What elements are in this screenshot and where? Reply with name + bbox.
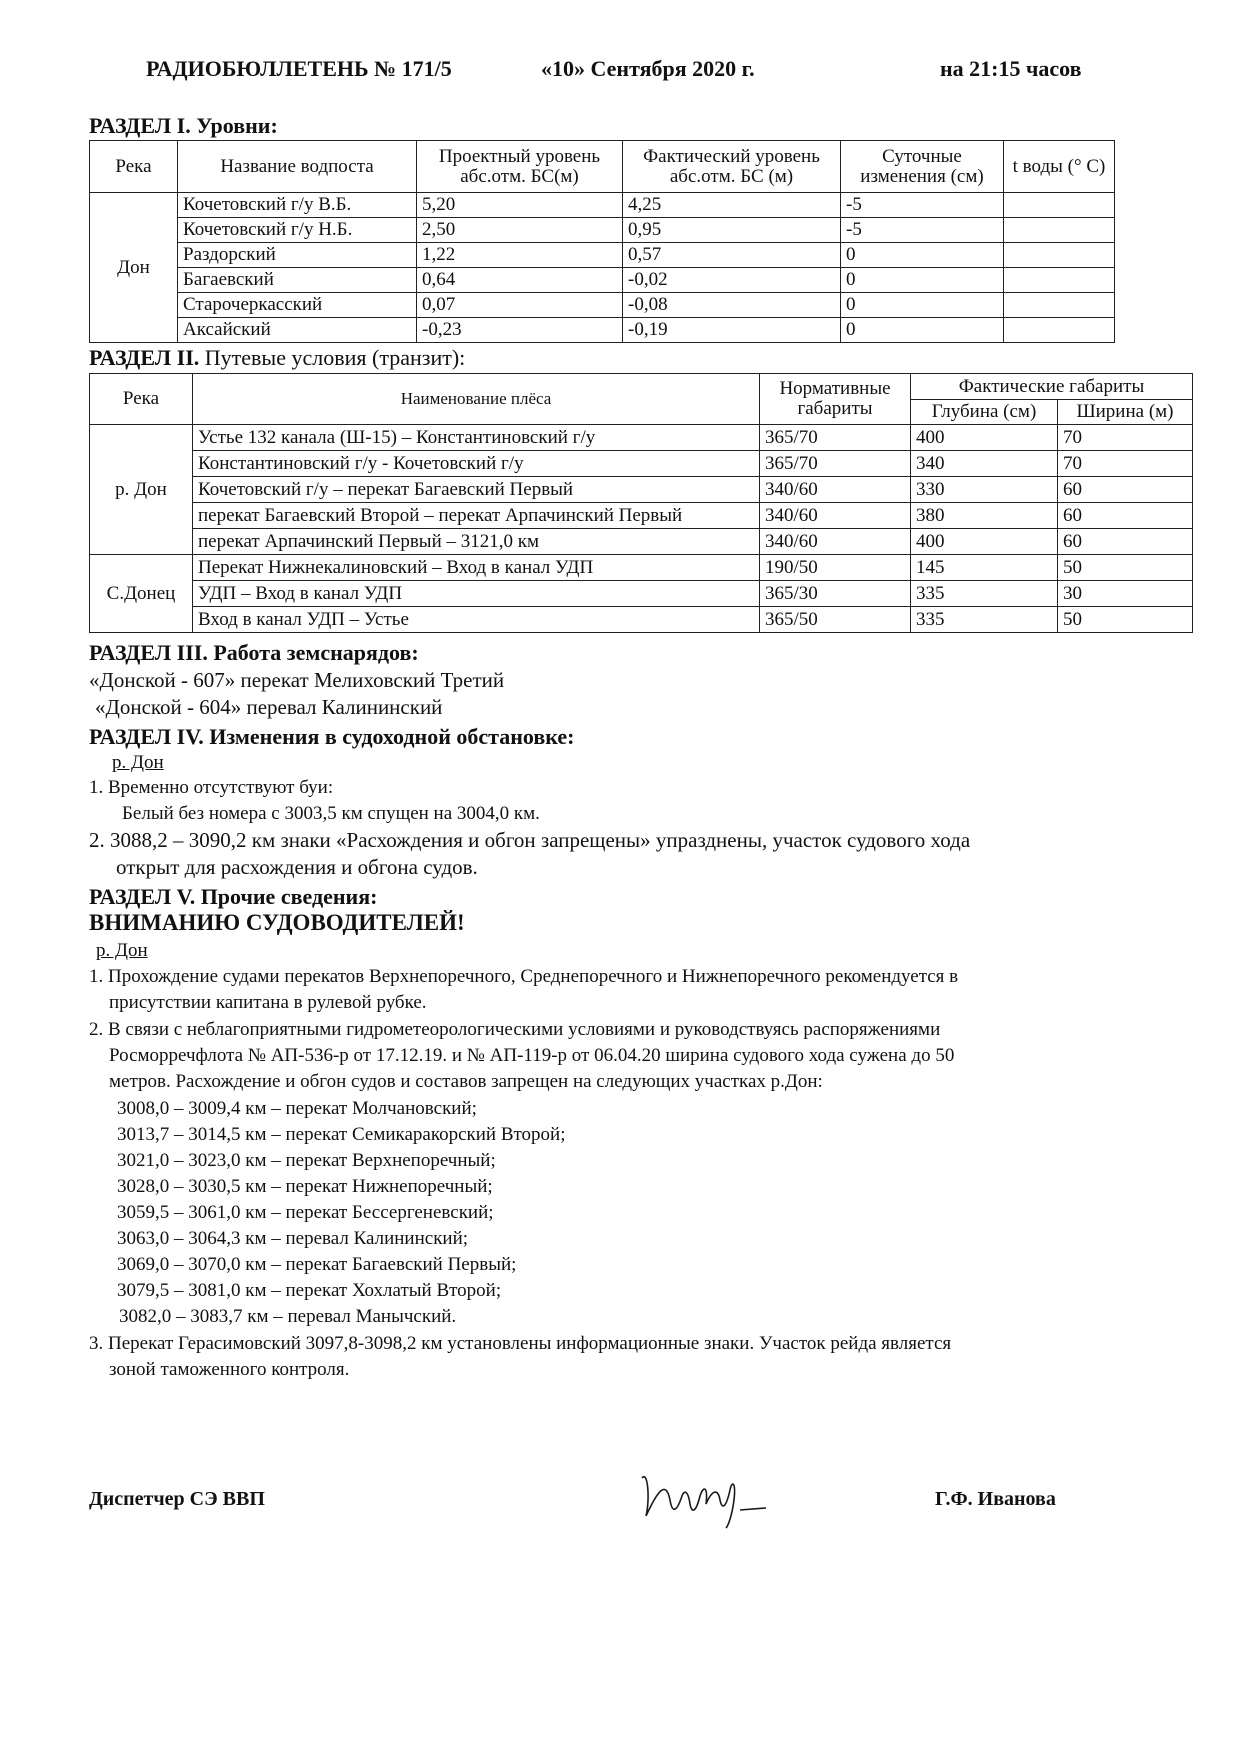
section3-title: РАЗДЕЛ III. Работа земснарядов: <box>89 640 419 665</box>
section5-title: РАЗДЕЛ V. Прочие сведения: <box>89 884 378 909</box>
table-row <box>90 218 1115 243</box>
water-temp <box>1004 318 1115 343</box>
post-name: Кочетовский г/у В.Б. <box>178 193 417 218</box>
table-row <box>90 555 1193 581</box>
col-reach: Наименование плёса <box>193 374 760 425</box>
col-actual-level: Фактический уровень абс.отм. БС (м) <box>623 141 841 193</box>
daily-change: 0 <box>841 293 1004 318</box>
restricted-area: 3063,0 – 3064,3 км – перевал Калининский; <box>117 1228 469 1249</box>
levels-header-row <box>90 141 1115 193</box>
normative: 365/30 <box>760 581 911 607</box>
reach-name: Кочетовский г/у – перекат Багаевский Первый <box>193 477 760 503</box>
depth: 335 <box>911 607 1058 633</box>
section5-item3-line1: 3. Перекат Герасимовский 3097,8-3098,2 км установлены информационные знаки. Участок рейда является <box>89 1333 952 1354</box>
table-row <box>90 477 1193 503</box>
width: 30 <box>1058 581 1193 607</box>
signature <box>636 1460 816 1530</box>
water-temp <box>1004 293 1115 318</box>
section5-item2-line1: 2. В связи с неблагоприятными гидрометеорологическими условиями и руководствуясь распоряжениями <box>89 1019 941 1040</box>
levels-table <box>89 140 1115 343</box>
reach-name: Константиновский г/у - Кочетовский г/у <box>193 451 760 477</box>
col-water-temp: t воды (° С) <box>1004 141 1115 193</box>
section4-title: РАЗДЕЛ IV. Изменения в судоходной обстановке: <box>89 724 575 749</box>
table-row <box>90 503 1193 529</box>
dredger-line: «Донской - 604» перевал Калининский <box>95 695 443 719</box>
water-temp <box>1004 218 1115 243</box>
col-post: Название водпоста <box>178 141 417 193</box>
section4-item2-line2: открыт для расхождения и обгона судов. <box>116 855 478 879</box>
section5-river: р. Дон <box>96 940 148 961</box>
bulletin-number: РАДИОБЮЛЛЕТЕНЬ № 171/5 <box>146 56 452 81</box>
width: 70 <box>1058 425 1193 451</box>
depth: 380 <box>911 503 1058 529</box>
section2-title-bold: РАЗДЕЛ II. <box>89 345 200 370</box>
reach-name: УДП – Вход в канал УДП <box>193 581 760 607</box>
daily-change: 0 <box>841 243 1004 268</box>
depth: 400 <box>911 529 1058 555</box>
col-actual: Фактические габариты <box>911 374 1193 400</box>
water-temp <box>1004 243 1115 268</box>
col-daily-change: Суточные изменения (см) <box>841 141 1004 193</box>
section1-title: РАЗДЕЛ I. Уровни: <box>89 113 278 138</box>
col-river: Река <box>90 141 178 193</box>
col-normative: Нормативные габариты <box>760 374 911 425</box>
col-river: Река <box>90 374 193 425</box>
table-row <box>90 318 1115 343</box>
actual-level: 4,25 <box>623 193 841 218</box>
normative: 365/50 <box>760 607 911 633</box>
attention-heading: ВНИМАНИЮ СУДОВОДИТЕЛЕЙ! <box>89 910 465 935</box>
col-width: Ширина (м) <box>1058 400 1193 425</box>
width: 60 <box>1058 529 1193 555</box>
table-row <box>90 293 1115 318</box>
dispatcher-name: Г.Ф. Иванова <box>935 1488 1056 1510</box>
actual-level: -0,19 <box>623 318 841 343</box>
water-temp <box>1004 193 1115 218</box>
post-name: Старочеркасский <box>178 293 417 318</box>
normative: 340/60 <box>760 529 911 555</box>
table-row <box>90 268 1115 293</box>
section2-title-rest: Путевые условия (транзит): <box>204 345 466 370</box>
design-level: 1,22 <box>417 243 623 268</box>
reach-name: Устье 132 канала (Ш-15) – Константиновский г/у <box>193 425 760 451</box>
reach-name: Вход в канал УДП – Устье <box>193 607 760 633</box>
table-row <box>90 581 1193 607</box>
normative: 340/60 <box>760 477 911 503</box>
post-name: Кочетовский г/у Н.Б. <box>178 218 417 243</box>
actual-level: -0,08 <box>623 293 841 318</box>
river-cell: р. Дон <box>90 425 193 555</box>
design-level: -0,23 <box>417 318 623 343</box>
depth: 400 <box>911 425 1058 451</box>
daily-change: -5 <box>841 193 1004 218</box>
design-level: 0,07 <box>417 293 623 318</box>
table-row <box>90 425 1193 451</box>
post-name: Раздорский <box>178 243 417 268</box>
design-level: 0,64 <box>417 268 623 293</box>
restricted-area: 3021,0 – 3023,0 км – перекат Верхнепоречный; <box>117 1150 496 1171</box>
table-row <box>90 451 1193 477</box>
depth: 145 <box>911 555 1058 581</box>
transit-table <box>89 373 1193 633</box>
depth: 335 <box>911 581 1058 607</box>
reach-name: перекат Арпачинский Первый – 3121,0 км <box>193 529 760 555</box>
section5-item1-line2: присутствии капитана в рулевой рубке. <box>109 992 427 1013</box>
normative: 365/70 <box>760 425 911 451</box>
restricted-area: 3082,0 – 3083,7 км – перевал Манычский. <box>119 1306 457 1327</box>
width: 60 <box>1058 503 1193 529</box>
table-row <box>90 193 1115 218</box>
width: 70 <box>1058 451 1193 477</box>
actual-level: 0,95 <box>623 218 841 243</box>
daily-change: 0 <box>841 318 1004 343</box>
depth: 340 <box>911 451 1058 477</box>
daily-change: 0 <box>841 268 1004 293</box>
dredger-line: «Донской - 607» перекат Мелиховский Третий <box>89 668 505 692</box>
section5-item2-line3: метров. Расхождение и обгон судов и составов запрещен на следующих участках р.Дон: <box>109 1071 823 1092</box>
section5-item3-line2: зоной таможенного контроля. <box>109 1359 350 1380</box>
post-name: Багаевский <box>178 268 417 293</box>
depth: 330 <box>911 477 1058 503</box>
design-level: 5,20 <box>417 193 623 218</box>
design-level: 2,50 <box>417 218 623 243</box>
width: 60 <box>1058 477 1193 503</box>
col-design-level: Проектный уровень абс.отм. БС(м) <box>417 141 623 193</box>
restricted-area: 3069,0 – 3070,0 км – перекат Багаевский Первый; <box>117 1254 517 1275</box>
section4-item2-line1: 2. 3088,2 – 3090,2 км знаки «Расхождения и обгон запрещены» упразднены, участок судового хода <box>89 828 971 852</box>
section5-item1-line1: 1. Прохождение судами перекатов Верхнепоречного, Среднепоречного и Нижнепоречного рекомендуется в <box>89 966 959 987</box>
section4-river: р. Дон <box>112 752 164 773</box>
reach-name: перекат Багаевский Второй – перекат Арпачинский Первый <box>193 503 760 529</box>
restricted-area: 3013,7 – 3014,5 км – перекат Семикаракорский Второй; <box>117 1124 566 1145</box>
river-cell: С.Донец <box>90 555 193 633</box>
restricted-area: 3008,0 – 3009,4 км – перекат Молчановский; <box>117 1098 477 1119</box>
table-row <box>90 607 1193 633</box>
bulletin-time: на 21:15 часов <box>940 56 1082 81</box>
restricted-area: 3079,5 – 3081,0 км – перекат Хохлатый Второй; <box>117 1280 502 1301</box>
restricted-area: 3028,0 – 3030,5 км – перекат Нижнепоречный; <box>117 1176 493 1197</box>
normative: 365/70 <box>760 451 911 477</box>
actual-level: -0,02 <box>623 268 841 293</box>
river-cell: Дон <box>90 193 178 343</box>
normative: 190/50 <box>760 555 911 581</box>
normative: 340/60 <box>760 503 911 529</box>
restricted-area: 3059,5 – 3061,0 км – перекат Бессергеневский; <box>117 1202 494 1223</box>
transit-header-row-1 <box>90 374 1193 400</box>
section4-item1-sub: Белый без номера с 3003,5 км спущен на 3004,0 км. <box>122 803 540 824</box>
width: 50 <box>1058 607 1193 633</box>
actual-level: 0,57 <box>623 243 841 268</box>
section5-item2-line2: Росморречфлота № АП-536-р от 17.12.19. и № АП-119-р от 06.04.20 ширина судового хода сужена до 50 <box>109 1045 955 1066</box>
daily-change: -5 <box>841 218 1004 243</box>
section2-title <box>89 345 465 371</box>
water-temp <box>1004 268 1115 293</box>
reach-name: Перекат Нижнекалиновский – Вход в канал УДП <box>193 555 760 581</box>
col-depth: Глубина (см) <box>911 400 1058 425</box>
table-row <box>90 243 1115 268</box>
width: 50 <box>1058 555 1193 581</box>
section4-item1: 1. Временно отсутствуют буи: <box>89 777 334 798</box>
post-name: Аксайский <box>178 318 417 343</box>
dispatcher-title: Диспетчер СЭ ВВП <box>89 1488 265 1510</box>
table-row <box>90 529 1193 555</box>
bulletin-date: «10» Сентября 2020 г. <box>541 56 755 81</box>
